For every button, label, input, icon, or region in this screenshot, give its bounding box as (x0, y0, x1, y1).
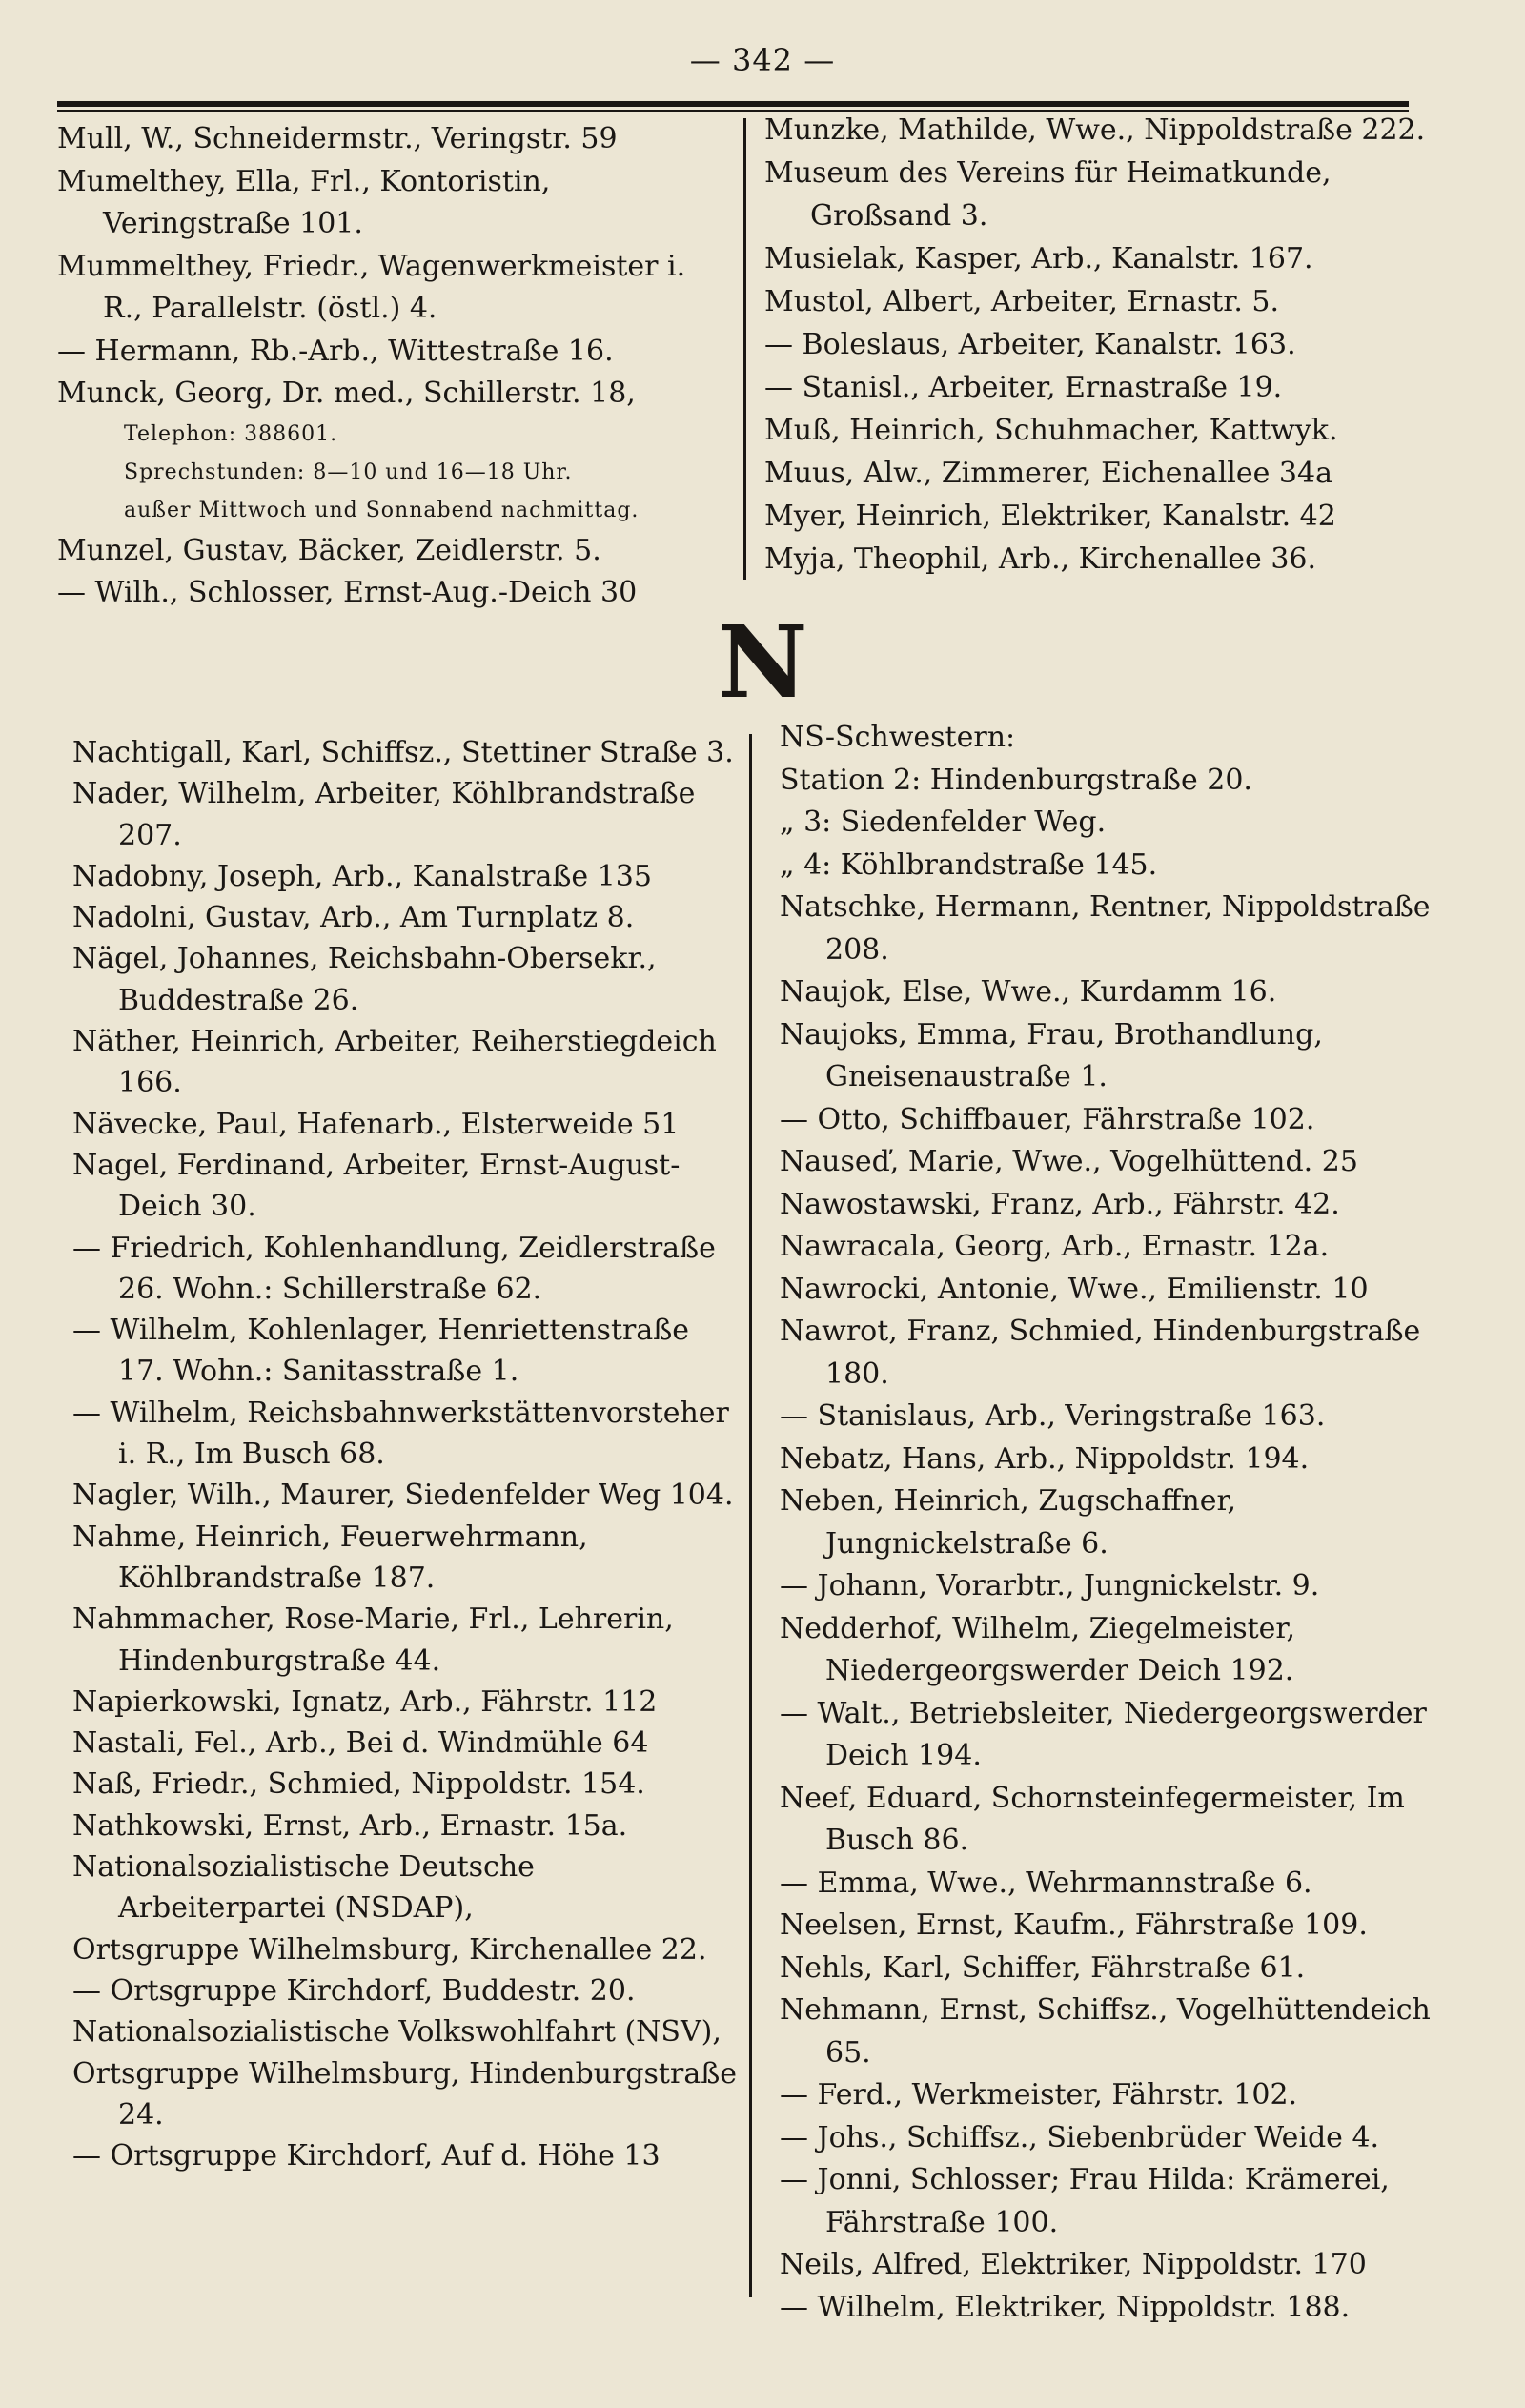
directory-entry: — Stanislaus, Arb., Veringstraße 163. (780, 1399, 1326, 1433)
sub-entry: — Ortsgruppe Kirchdorf, Buddestr. 20. (72, 1973, 636, 2008)
directory-entry: Mumelthey, Ella, Frl., Kontoristin, Veringstraße 101. (57, 164, 551, 240)
directory-entry: Natschke, Hermann, Rentner, Nippoldstraße 208. (780, 890, 1431, 967)
directory-entry: — Hermann, Rb.-Arb., Wittestraße 16. (57, 334, 614, 368)
directory-entry: Muß, Heinrich, Schuhmacher, Kattwyk. (764, 414, 1338, 447)
directory-entry: Nagel, Ferdinand, Arbeiter, Ernst-August-Deich 30. (72, 1148, 681, 1224)
directory-entry: Nawostawski, Franz, Arb., Fährstr. 42. (780, 1187, 1340, 1221)
directory-entry: — Jonni, Schlosser; Frau Hilda: Krämerei, Fährstraße 100. (780, 2163, 1390, 2239)
office-hours-line: Sprechstunden: 8—10 und 16—18 Uhr. (124, 459, 573, 484)
directory-entry: Musielak, Kasper, Arb., Kanalstr. 167. (764, 242, 1313, 275)
top-column-divider (743, 118, 746, 580)
directory-entry: — Stanisl., Arbeiter, Ernastraße 19. (764, 371, 1283, 404)
top-left-column (57, 118, 729, 615)
directory-entry: Nauseď, Marie, Wwe., Vogelhüttend. 25 (780, 1145, 1358, 1178)
directory-entry: Nawrot, Franz, Schmied, Hindenburgstraße 180. (780, 1315, 1421, 1391)
directory-entry: Neben, Heinrich, Zugschaffner, Jungnickelstraße 6. (780, 1484, 1237, 1561)
directory-entry: Nedderhof, Wilhelm, Ziegelmeister, Niedergeorgswerder Deich 192. (780, 1611, 1296, 1687)
section-letter: N (717, 603, 808, 721)
directory-entry: Mustol, Albert, Arbeiter, Ernastr. 5. (764, 285, 1280, 318)
directory-entry: Munzel, Gustav, Bäcker, Zeidlerstr. 5. (57, 533, 601, 567)
office-hours-line: außer Mittwoch und Sonnabend nachmittag. (124, 498, 640, 522)
top-right-column (764, 109, 1432, 581)
directory-entry: Nahmmacher, Rose-Marie, Frl., Lehrerin, Hindenburgstraße 44. (72, 1602, 674, 1678)
directory-entry: Nathkowski, Ernst, Arb., Ernastr. 15a. (72, 1808, 628, 1843)
directory-entry: Nagler, Wilh., Maurer, Siedenfelder Weg 104. (72, 1479, 734, 1513)
directory-entry: Näther, Heinrich, Arbeiter, Reiherstiegdeich 166. (72, 1025, 717, 1100)
directory-entry: — Otto, Schiffbauer, Fährstraße 102. (780, 1102, 1315, 1136)
directory-entry: Nawracala, Georg, Arb., Ernastr. 12a. (780, 1230, 1330, 1263)
directory-entry: Nachtigall, Karl, Schiffsz., Stettiner Straße 3. (72, 736, 734, 769)
sub-entry: — Ortsgruppe Kirchdorf, Auf d. Höhe 13 (72, 2139, 661, 2173)
directory-entry: Nahme, Heinrich, Feuerwehrmann, Köhlbrandstraße 187. (72, 1520, 588, 1595)
directory-entry: — Ferd., Werkmeister, Fährstr. 102. (780, 2078, 1298, 2112)
directory-entry: Nehmann, Ernst, Schiffsz., Vogelhüttendeich 65. (780, 1993, 1431, 2070)
directory-entry: Nader, Wilhelm, Arbeiter, Köhlbrandstraße 207. (72, 777, 696, 852)
sub-entry: Ortsgruppe Wilhelmsburg, Hindenburgstraße 24. (72, 2056, 738, 2132)
directory-entry: Myja, Theophil, Arb., Kirchenallee 36. (764, 542, 1317, 576)
directory-entry: Nävecke, Paul, Hafenarb., Elsterweide 51 (72, 1107, 680, 1141)
directory-entry: Nebatz, Hans, Arb., Nippoldstr. 194. (780, 1441, 1310, 1476)
directory-entry: Nadolni, Gustav, Arb., Am Turnplatz 8. (72, 901, 635, 935)
directory-entry: — Emma, Wwe., Wehrmannstraße 6. (780, 1866, 1312, 1900)
directory-entry: Naujok, Else, Wwe., Kurdamm 16. (780, 975, 1277, 1009)
directory-entry: Nehls, Karl, Schiffer, Fährstraße 61. (780, 1950, 1306, 1985)
directory-entry: Munzke, Mathilde, Wwe., Nippoldstraße 222. (764, 113, 1426, 147)
station-entry: „ 4: Köhlbrandstraße 145. (780, 847, 1158, 882)
bottom-column-divider (749, 734, 752, 2297)
directory-entry: Mull, W., Schneidermstr., Veringstr. 59 (57, 122, 618, 155)
directory-entry: — Friedrich, Kohlenhandlung, Zeidlerstraße 26. Wohn.: Schillerstraße 62. (72, 1231, 716, 1306)
directory-entry: Nawrocki, Antonie, Wwe., Emilienstr. 10 (780, 1272, 1369, 1306)
directory-entry: Mummelthey, Friedr., Wagenwerkmeister i. R., Parallelstr. (östl.) 4. (57, 249, 686, 325)
directory-entry: Neef, Eduard, Schornsteinfegermeister, Im Busch 86. (780, 1781, 1405, 1857)
directory-entry: — Wilhelm, Reichsbahnwerkstättenvorsteher i. R., Im Busch 68. (72, 1396, 729, 1472)
station-entry: „ 3: Siedenfelder Weg. (780, 806, 1107, 839)
directory-entry: — Wilh., Schlosser, Ernst-Aug.-Deich 30 (57, 576, 638, 609)
directory-entry: Napierkowski, Ignatz, Arb., Fährstr. 112 (72, 1684, 658, 1719)
directory-entry: — Walt., Betriebsleiter, Niedergeorgswerder Deich 194. (780, 1696, 1427, 1772)
directory-entry: — Boleslaus, Arbeiter, Kanalstr. 163. (764, 328, 1296, 361)
directory-entry: Nägel, Johannes, Reichsbahn-Obersekr., Buddestraße 26. (72, 942, 657, 1017)
directory-entry: Nastali, Fel., Arb., Bei d. Windmühle 64 (72, 1726, 649, 1761)
page-number: — 342 — (689, 42, 836, 78)
directory-entry: — Wilhelm, Kohlenlager, Henriettenstraße 17. Wohn.: Sanitasstraße 1. (72, 1314, 690, 1389)
directory-entry: — Wilhelm, Elektriker, Nippoldstr. 188. (780, 2290, 1351, 2324)
directory-entry: Myer, Heinrich, Elektriker, Kanalstr. 42 (764, 500, 1336, 533)
office-hours-line: Telephon: 388601. (124, 421, 338, 446)
entry-nsv: Nationalsozialistische Volkswohlfahrt (NSV), (72, 2015, 722, 2050)
directory-entry: — Johs., Schiffsz., Siebenbrüder Weide 4. (780, 2120, 1380, 2154)
sub-entry: Ortsgruppe Wilhelmsburg, Kirchenallee 22. (72, 1932, 707, 1967)
directory-entry: Museum des Vereins für Heimatkunde, Großsand 3. (764, 156, 1332, 233)
station-entry: Station 2: Hindenburgstraße 20. (780, 763, 1252, 797)
entry-ns-schwestern: NS-Schwestern: (780, 721, 1016, 754)
directory-entry: Muus, Alw., Zimmerer, Eichenallee 34a (764, 457, 1332, 490)
directory-entry: Neils, Alfred, Elektriker, Nippoldstr. 170 (780, 2248, 1367, 2281)
directory-entry: Naujoks, Emma, Frau, Brothandlung, Gneisenaustraße 1. (780, 1017, 1323, 1093)
right-column (780, 717, 1466, 2329)
directory-entry: Munck, Georg, Dr. med., Schillerstr. 18, (57, 377, 636, 410)
directory-entry: Neelsen, Ernst, Kaufm., Fährstraße 109. (780, 1908, 1368, 1942)
directory-entry: Nationalsozialistische Deutsche Arbeiterpartei (NSDAP), (72, 1850, 535, 1926)
directory-entry: Naß, Friedr., Schmied, Nippoldstr. 154. (72, 1767, 645, 1802)
directory-entry: Nadobny, Joseph, Arb., Kanalstraße 135 (72, 859, 652, 893)
directory-entry: — Johann, Vorarbtr., Jungnickelstr. 9. (780, 1569, 1320, 1602)
left-column (72, 732, 740, 2176)
